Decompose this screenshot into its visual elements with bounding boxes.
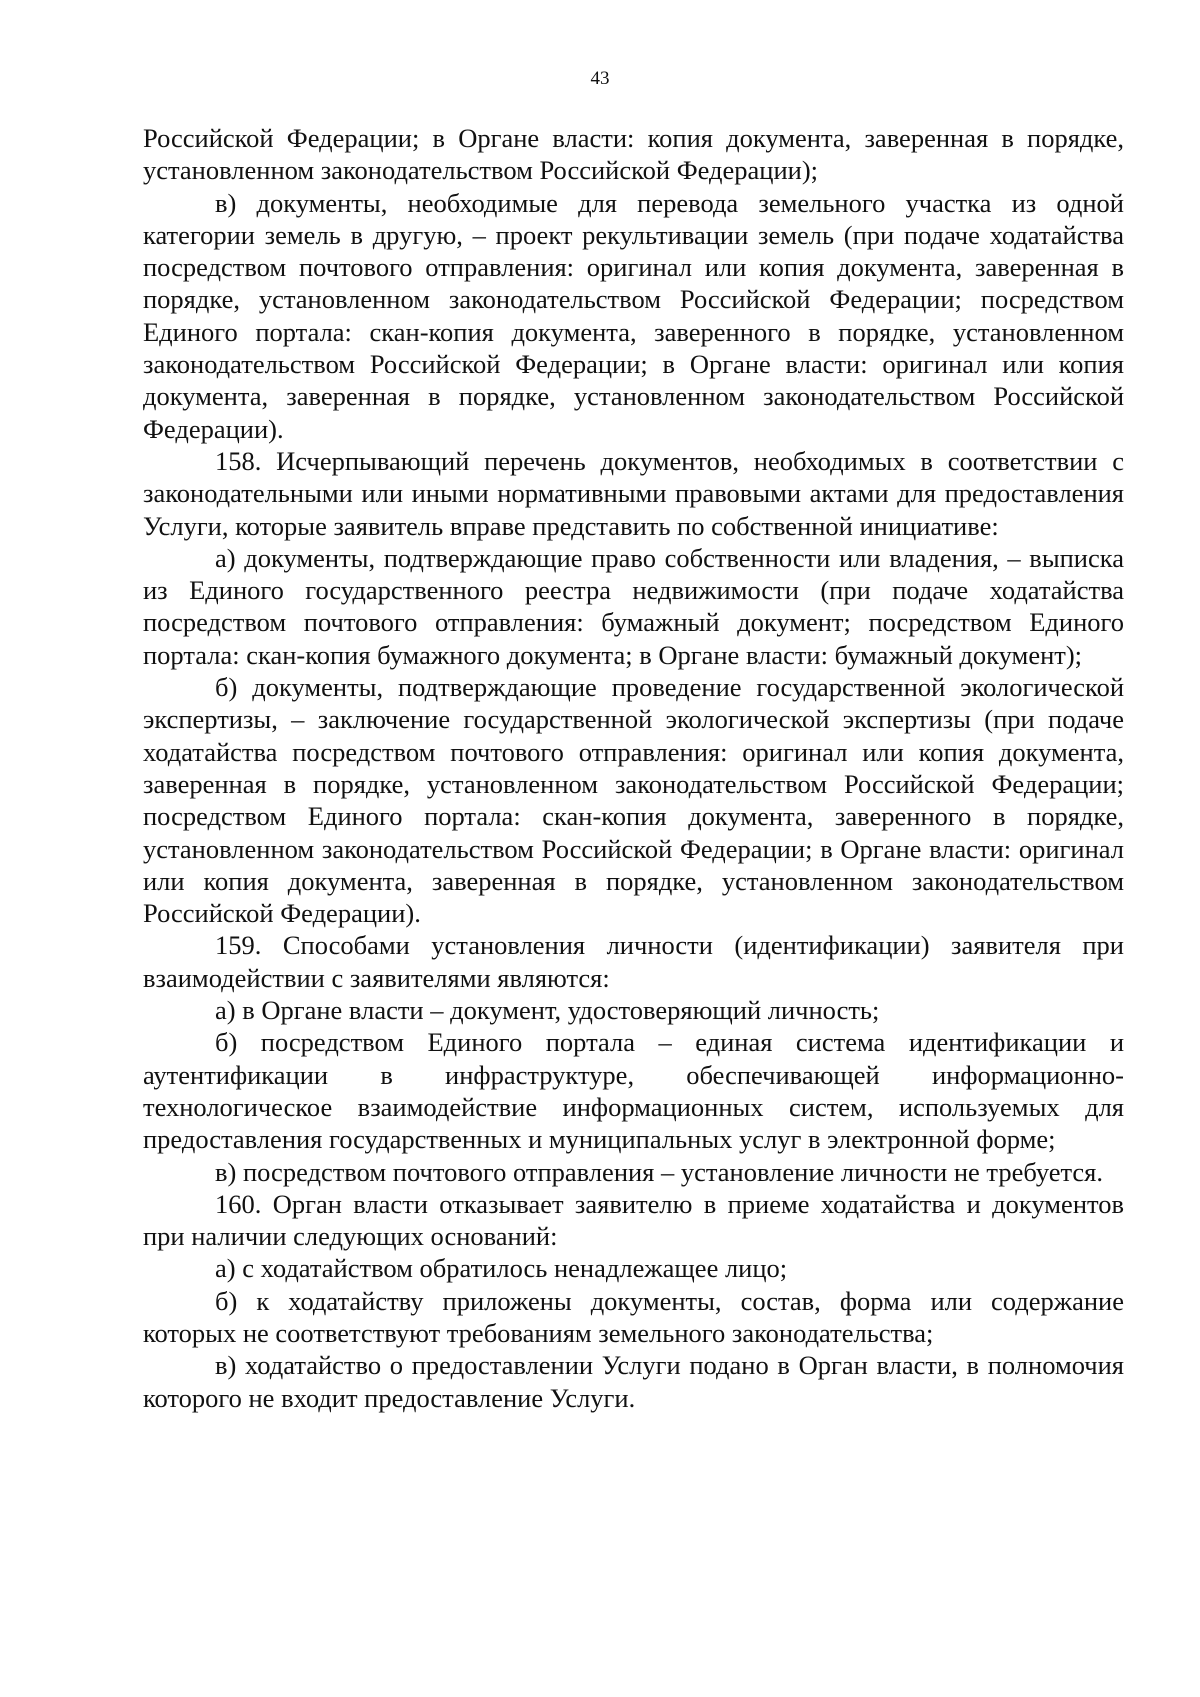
page-number: 43 bbox=[590, 68, 610, 89]
document-body bbox=[143, 122, 1124, 1414]
paragraph-158: 158. Исчерпывающий перечень документов, необходимых в соответствии с законодательными или иными нормативными правовыми актами для предоставления Услуги, которые заявитель вправе представить по собственной инициативе: bbox=[143, 445, 1124, 541]
paragraph-159-a: а) в Органе власти – документ, удостоверяющий личность; bbox=[215, 995, 880, 1026]
paragraph-160-v: в) ходатайство о предоставлении Услуги подано в Орган власти, в полномочия которого не входит предоставление Услуги. bbox=[143, 1350, 1124, 1413]
paragraph-item-v-reclamation-project: в) документы, необходимые для перевода земельного участка из одной категории земель в другую, – проект рекультивации земель (при подаче ходатайства посредством почтового отправления: оригинал или копия документа, заверенная в порядке, установленном законодательством Российской Федерации; посредством Единого портала: скан-копия документа, заверенного в порядке, установленном законодательством Российской Федерации; в Органе власти: оригинал или копия документа, заверенная в порядке, установленном законодательством Российской Федерации). bbox=[143, 187, 1124, 444]
paragraph-159-b: б) посредством Единого портала – единая система идентификации и аутентификации в инфраструктуре, обеспечивающей информационно-технологическое взаимодействие информационных систем, используемых для предоставления государственных и муниципальных услуг в электронной форме; bbox=[143, 1027, 1124, 1155]
paragraph-158-a: а) документы, подтверждающие право собственности или владения, – выписка из Единого государственного реестра недвижимости (при подаче ходатайства посредством почтового отправления: бумажный документ; посредством Единого портала: скан-копия бумажного документа; в Органе власти: бумажный документ); bbox=[143, 542, 1124, 670]
paragraph-159-v: в) посредством почтового отправления – установление личности не требуется. bbox=[215, 1156, 1103, 1187]
paragraph-continuation: Российской Федерации; в Органе власти: копия документа, заверенная в порядке, установленном законодательством Российской Федерации); bbox=[143, 123, 1124, 186]
paragraph-159: 159. Способами установления личности (идентификации) заявителя при взаимодействии с заявителями являются: bbox=[143, 930, 1124, 993]
paragraph-160-b: б) к ходатайству приложены документы, состав, форма или содержание которых не соответствуют требованиям земельного законодательства; bbox=[143, 1285, 1124, 1348]
paragraph-160-a: а) с ходатайством обратилось ненадлежащее лицо; bbox=[215, 1253, 788, 1284]
paragraph-158-b: б) документы, подтверждающие проведение государственной экологической экспертизы, – заключение государственной экологической экспертизы (при подаче ходатайства посредством почтового отправления: оригинал или копия документа, заверенная в порядке, установленном законодательством Российской Федерации; посредством Единого портала: скан-копия документа, заверенного в порядке, установленном законодательством Российской Федерации; в Органе власти: оригинал или копия документа, заверенная в порядке, установленном законодательством Российской Федерации). bbox=[143, 672, 1124, 929]
paragraph-160: 160. Орган власти отказывает заявителю в приеме ходатайства и документов при наличии следующих оснований: bbox=[143, 1188, 1124, 1252]
